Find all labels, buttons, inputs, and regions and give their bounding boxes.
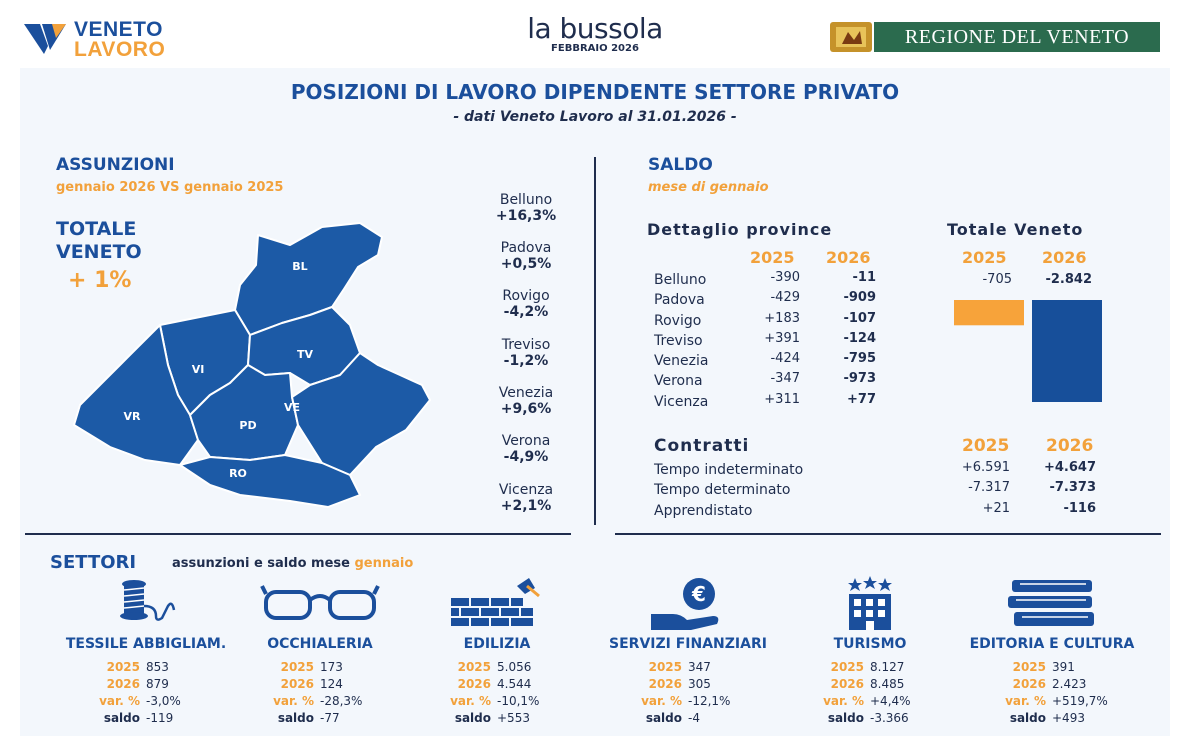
sector-stat-value: -77 xyxy=(320,711,340,725)
year-2025-header: 2025 xyxy=(750,248,795,267)
contratto-value-2025: +21 xyxy=(982,500,1010,516)
sector-stat-label: saldo xyxy=(103,711,140,725)
veneto-map xyxy=(60,215,440,515)
saldo-row xyxy=(654,351,884,371)
saldo-row xyxy=(654,392,884,412)
sector-stat-label: 2025 xyxy=(457,660,491,674)
sector-stat-var xyxy=(437,693,539,709)
sector-stat-value: 391 xyxy=(1052,660,1075,674)
totale-veneto-heading: Totale Veneto xyxy=(947,220,1084,239)
glasses-icon xyxy=(260,576,380,630)
sector-stat-y2026 xyxy=(992,676,1086,692)
thread-spool-icon xyxy=(106,576,186,630)
sector-stat-value: -12,1% xyxy=(688,694,731,708)
saldo-province-name: Venezia xyxy=(654,353,709,370)
saldo-row xyxy=(654,371,884,391)
sector-stat-var xyxy=(86,693,181,709)
saldo-province-name: Rovigo xyxy=(654,312,702,329)
assunzioni-subheading: gennaio 2026 VS gennaio 2025 xyxy=(56,180,284,195)
contratto-name: Tempo indeterminato xyxy=(654,462,804,478)
sector-stat-label: saldo xyxy=(454,711,491,725)
settori-sub-month: gennaio xyxy=(354,556,414,571)
totale-veneto-bar-chart xyxy=(940,292,1120,412)
saldo-value-2026: -909 xyxy=(843,290,876,306)
sector-stat-y2025 xyxy=(992,659,1075,675)
saldo-value-2026: -124 xyxy=(843,330,876,346)
sector-name: EDILIZIA xyxy=(463,636,531,652)
horizontal-divider-right xyxy=(615,533,1161,535)
sector-stat-y2026 xyxy=(437,676,531,692)
contratti-year-2025: 2025 xyxy=(962,436,1010,456)
sector-stat-value: 173 xyxy=(320,660,343,674)
sector-stat-var xyxy=(992,693,1108,709)
veneto-lavoro-mark-icon xyxy=(22,20,70,56)
sector-stat-label: var. % xyxy=(273,694,314,708)
sector-stat-value: +493 xyxy=(1052,711,1085,725)
bar-2025 xyxy=(954,300,1024,325)
brick-wall-icon xyxy=(447,576,547,636)
sector-stat-label: var. % xyxy=(450,694,491,708)
saldo-province-name: Vicenza xyxy=(654,393,709,410)
saldo-value-2026: -795 xyxy=(843,351,876,367)
contratti-heading: Contratti xyxy=(654,436,750,456)
sector-stat-value: 8.127 xyxy=(870,660,905,674)
totale-2026-value: -2.842 xyxy=(1045,272,1092,287)
contratto-value-2025: +6.591 xyxy=(961,460,1010,475)
saldo-province-name: Treviso xyxy=(654,332,703,349)
totale-label-line2: VENETO xyxy=(56,241,142,263)
sector-stat-label: var. % xyxy=(99,694,140,708)
prov-treviso: Treviso -1,2% xyxy=(501,337,551,369)
bar-2026 xyxy=(1032,300,1102,402)
veneto-lavoro-line1: VENETO xyxy=(74,18,163,41)
sector-stat-value: +4,4% xyxy=(870,694,911,708)
sector-stat-label: 2025 xyxy=(280,660,314,674)
map-label-ro: RO xyxy=(229,467,247,480)
sector-stat-y2025 xyxy=(260,659,343,675)
page-subtitle: - dati Veneto Lavoro al 31.01.2026 - xyxy=(453,109,737,125)
sector-stat-saldo xyxy=(437,710,530,726)
euro-hand-icon xyxy=(643,576,733,636)
saldo-value-2025: +183 xyxy=(764,310,800,326)
sector-stat-value: 853 xyxy=(146,660,169,674)
sector-stat-saldo xyxy=(992,710,1085,726)
sector-stat-y2025 xyxy=(437,659,531,675)
sector-stat-label: saldo xyxy=(277,711,314,725)
contratto-value-2025: -7.317 xyxy=(968,480,1010,496)
sector-name: OCCHIALERIA xyxy=(267,636,373,652)
veneto-lavoro-logo xyxy=(22,18,202,61)
sector-stat-value: 8.485 xyxy=(870,677,905,691)
sector-stat-value: 305 xyxy=(688,677,711,691)
map-label-tv: TV xyxy=(296,348,314,361)
prov-vicenza: Vicenza +2,1% xyxy=(498,482,554,514)
saldo-value-2026: -11 xyxy=(852,270,876,285)
sector-stat-y2025 xyxy=(86,659,169,675)
sector-stat-label: 2026 xyxy=(648,677,682,691)
sector-stat-value: +553 xyxy=(497,711,530,725)
sector-stat-label: saldo xyxy=(827,711,864,725)
sector-stat-saldo xyxy=(628,710,700,726)
saldo-value-2025: -347 xyxy=(770,371,800,387)
sector-stat-var xyxy=(260,693,362,709)
assunzioni-heading: ASSUNZIONI xyxy=(56,155,175,175)
contratto-value-2026: -7.373 xyxy=(1049,480,1096,496)
settori-subheading xyxy=(172,556,413,571)
contratti-row xyxy=(654,501,1104,521)
sector-stat-value: -3,0% xyxy=(146,694,181,708)
bussola-date: FEBBRAIO 2026 xyxy=(551,43,639,54)
sector-stat-y2026 xyxy=(86,676,169,692)
sector-stat-value: -28,3% xyxy=(320,694,363,708)
saldo-row xyxy=(654,290,884,310)
sector-stat-label: 2025 xyxy=(648,660,682,674)
sector-stat-label: 2026 xyxy=(1012,677,1046,691)
sector-stat-label: var. % xyxy=(641,694,682,708)
saldo-province-table xyxy=(654,270,884,412)
sector-stat-value: 124 xyxy=(320,677,343,691)
sector-stat-label: 2025 xyxy=(106,660,140,674)
lion-emblem-icon xyxy=(830,22,872,52)
books-icon xyxy=(1002,576,1102,636)
map-label-bl: BL xyxy=(292,260,308,273)
contratti-row xyxy=(654,480,1104,500)
dettaglio-heading: Dettaglio province xyxy=(647,220,833,239)
sector-stat-label: var. % xyxy=(1005,694,1046,708)
saldo-heading: SALDO xyxy=(648,155,713,175)
saldo-row xyxy=(654,311,884,331)
saldo-value-2026: -973 xyxy=(843,371,876,387)
prov-rovigo: Rovigo -4,2% xyxy=(502,288,550,320)
tot-year-2025-header: 2025 xyxy=(962,248,1007,267)
sector-name: EDITORIA E CULTURA xyxy=(969,636,1135,652)
sector-stat-var xyxy=(810,693,911,709)
sector-stat-saldo xyxy=(86,710,173,726)
regione-label: REGIONE DEL VENETO xyxy=(874,22,1160,52)
sector-stat-value: -4 xyxy=(688,711,700,725)
header xyxy=(0,0,1190,68)
saldo-value-2025: -429 xyxy=(770,290,800,306)
contratto-value-2026: -116 xyxy=(1063,500,1096,516)
sector-stat-label: 2026 xyxy=(280,677,314,691)
sector-stat-label: saldo xyxy=(645,711,682,725)
saldo-value-2026: -107 xyxy=(843,310,876,326)
saldo-value-2025: -424 xyxy=(770,351,800,367)
saldo-row xyxy=(654,331,884,351)
sector-name: TESSILE ABBIGLIAM. xyxy=(65,636,227,652)
saldo-province-name: Verona xyxy=(654,373,703,390)
sector-name: SERVIZI FINANZIARI xyxy=(609,636,767,652)
sector-stat-saldo xyxy=(260,710,340,726)
contratti-year-2026: 2026 xyxy=(1046,436,1094,456)
sector-stat-value: 879 xyxy=(146,677,169,691)
map-label-vi: VI xyxy=(191,363,205,376)
page-title: POSIZIONI DI LAVORO DIPENDENTE SETTORE PRIVATO xyxy=(290,80,900,104)
bussola-logo xyxy=(480,12,710,54)
prov-venezia: Venezia +9,6% xyxy=(498,385,554,417)
sector-stat-value: 5.056 xyxy=(497,660,532,674)
horizontal-divider-left xyxy=(25,533,571,535)
sector-stat-y2026 xyxy=(810,676,904,692)
sector-stat-value: +519,7% xyxy=(1052,694,1108,708)
sector-stat-label: saldo xyxy=(1009,711,1046,725)
saldo-value-2025: +391 xyxy=(764,330,800,346)
hotel-icon xyxy=(835,576,905,636)
sector-stat-label: 2025 xyxy=(1012,660,1046,674)
sector-stat-value: -3.366 xyxy=(870,711,909,725)
saldo-value-2025: +311 xyxy=(764,391,800,407)
settori-heading: SETTORI xyxy=(50,552,137,573)
map-label-pd: PD xyxy=(239,419,257,432)
settori-sub-prefix: assunzioni e saldo mese xyxy=(172,556,350,571)
sector-stat-var xyxy=(628,693,730,709)
bussola-title: la bussola xyxy=(527,12,663,45)
sector-stat-value: 347 xyxy=(688,660,711,674)
sector-stat-value: -119 xyxy=(146,711,174,725)
saldo-value-2025: -390 xyxy=(770,270,800,285)
contratto-value-2026: +4.647 xyxy=(1043,460,1096,475)
year-2026-header: 2026 xyxy=(826,248,871,267)
contratti-row xyxy=(654,460,1104,480)
vertical-divider xyxy=(594,157,596,525)
sector-stat-label: var. % xyxy=(823,694,864,708)
sector-stat-label: 2026 xyxy=(830,677,864,691)
saldo-row xyxy=(654,270,884,290)
saldo-province-name: Belluno xyxy=(654,272,707,288)
tot-year-2026-header: 2026 xyxy=(1042,248,1087,267)
totale-label-line1: TOTALE xyxy=(56,218,137,240)
contratti-table xyxy=(654,460,1104,521)
contratto-name: Tempo determinato xyxy=(654,482,791,499)
prov-belluno: Belluno +16,3% xyxy=(495,192,557,224)
saldo-value-2026: +77 xyxy=(847,391,876,407)
contratto-name: Apprendistato xyxy=(654,502,753,519)
sector-stat-label: 2026 xyxy=(457,677,491,691)
veneto-lavoro-line2: LAVORO xyxy=(74,38,166,61)
totale-2025-value: -705 xyxy=(982,272,1012,287)
svg-text:€: € xyxy=(692,582,706,606)
sector-stat-saldo xyxy=(810,710,909,726)
sector-stat-y2025 xyxy=(628,659,711,675)
sector-stat-y2025 xyxy=(810,659,904,675)
sector-stat-y2026 xyxy=(260,676,343,692)
map-label-ve: VE xyxy=(283,401,301,414)
sector-stat-y2026 xyxy=(628,676,711,692)
prov-padova: Padova +0,5% xyxy=(500,240,552,272)
prov-verona: Verona -4,9% xyxy=(501,433,551,465)
sector-stat-value: -10,1% xyxy=(497,694,540,708)
sector-stat-label: 2025 xyxy=(830,660,864,674)
map-label-vr: VR xyxy=(123,410,141,423)
saldo-subheading: mese di gennaio xyxy=(648,180,769,195)
sector-name: TURISMO xyxy=(833,636,907,652)
sector-stat-value: 2.423 xyxy=(1052,677,1087,691)
regione-veneto-logo xyxy=(830,22,1160,52)
totale-veneto-value: + 1% xyxy=(68,268,132,293)
sector-stat-value: 4.544 xyxy=(497,677,532,691)
saldo-province-name: Padova xyxy=(654,292,705,309)
sector-stat-label: 2026 xyxy=(106,677,140,691)
